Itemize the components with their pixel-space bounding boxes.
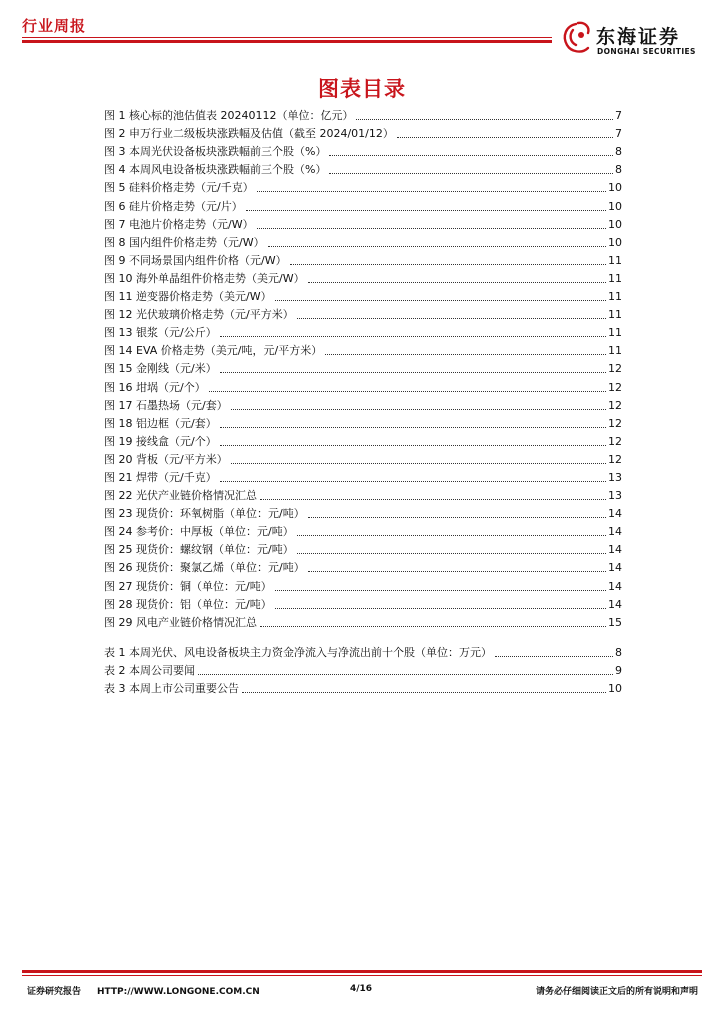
- toc-entry-label: 图 1 核心标的池估值表 20240112（单位：亿元）: [104, 109, 354, 123]
- toc-entry[interactable]: [104, 231, 622, 249]
- toc-entry[interactable]: [104, 394, 622, 412]
- footer-disclaimer: 请务必仔细阅读正文后的所有说明和声明: [535, 987, 698, 997]
- toc-entry-page: 10: [608, 235, 622, 249]
- table-of-figures: [104, 104, 622, 695]
- toc-leader-dots: [268, 236, 606, 247]
- toc-leader-dots: [297, 308, 606, 319]
- toc-entry-label: 图 28 现货价：铝（单位：元/吨）: [104, 597, 272, 611]
- toc-entry[interactable]: [104, 122, 622, 140]
- toc-entry-page: 14: [608, 579, 622, 593]
- toc-leader-dots: [220, 326, 606, 337]
- toc-leader-dots: [198, 664, 613, 675]
- toc-entry-label: 图 9 不同场景国内组件价格（元/W）: [104, 253, 287, 267]
- toc-leader-dots: [325, 344, 606, 355]
- toc-entry-label: 图 27 现货价：铜（单位：元/吨）: [104, 579, 272, 593]
- toc-entry[interactable]: [104, 466, 622, 484]
- toc-leader-dots: [329, 163, 613, 174]
- toc-entry-page: 12: [608, 398, 622, 412]
- toc-entry[interactable]: [104, 249, 622, 267]
- toc-entry-page: 14: [608, 543, 622, 557]
- toc-entry[interactable]: [104, 176, 622, 194]
- toc-leader-dots: [220, 417, 606, 428]
- toc-entry[interactable]: [104, 502, 622, 520]
- toc-entry-page: 11: [608, 271, 622, 285]
- footer-page-number: 4/16: [350, 984, 373, 994]
- toc-entry-label: 图 20 背板（元/平方米）: [104, 452, 228, 466]
- toc-leader-dots: [290, 254, 606, 265]
- toc-entry-page: 12: [608, 416, 622, 430]
- toc-entry-label: 图 29 风电产业链价格情况汇总: [104, 615, 257, 629]
- toc-entry-label: 图 16 坩埚（元/个）: [104, 380, 206, 394]
- toc-entry[interactable]: [104, 574, 622, 592]
- toc-entry[interactable]: [104, 448, 622, 466]
- toc-entry-label: 图 10 海外单晶组件价格走势（美元/W）: [104, 271, 305, 285]
- toc-entry-label: 图 4 本周风电设备板块涨跌幅前三个股（%）: [104, 163, 327, 177]
- toc-entry-page: 14: [608, 561, 622, 575]
- toc-entry-page: 14: [608, 525, 622, 539]
- toc-entry-label: 图 15 金刚线（元/米）: [104, 362, 217, 376]
- toc-leader-dots: [220, 471, 606, 482]
- toc-entry[interactable]: [104, 140, 622, 158]
- footer-rule-thin: [22, 975, 702, 976]
- toc-leader-dots: [275, 598, 606, 609]
- toc-entry-page: 8: [615, 163, 622, 177]
- toc-entry-page: 11: [608, 253, 622, 267]
- toc-entry-label: 图 6 硅片价格走势（元/片）: [104, 199, 243, 213]
- toc-entry[interactable]: [104, 375, 622, 393]
- toc-leader-dots: [495, 646, 613, 657]
- toc-entry-label: 图 24 参考价：中厚板（单位：元/吨）: [104, 525, 294, 539]
- toc-entry-label: 图 3 本周光伏设备板块涨跌幅前三个股（%）: [104, 145, 327, 159]
- toc-leader-dots: [329, 145, 613, 156]
- toc-entry-label: 图 21 焊带（元/千克）: [104, 470, 217, 484]
- footer-rule: [22, 970, 702, 973]
- toc-entry-page: 10: [608, 217, 622, 231]
- toc-entry[interactable]: [104, 484, 622, 502]
- toc-entry-label: 图 12 光伏玻璃价格走势（元/平方米）: [104, 308, 294, 322]
- toc-entry[interactable]: [104, 430, 622, 448]
- toc-leader-dots: [275, 290, 606, 301]
- toc-entry[interactable]: [104, 321, 622, 339]
- page-title: 图表目录: [318, 77, 406, 101]
- toc-entry-page: 12: [608, 452, 622, 466]
- toc-entry-page: 12: [608, 380, 622, 394]
- toc-entry-page: 13: [608, 470, 622, 484]
- footer-url-link[interactable]: HTTP://WWW.LONGONE.COM.CN: [97, 987, 260, 997]
- toc-entry-page: 8: [615, 145, 622, 159]
- toc-entry-label: 图 13 银浆（元/公斤）: [104, 326, 217, 340]
- toc-entry-page: 7: [615, 127, 622, 141]
- report-type-label: 行业周报: [22, 17, 87, 35]
- brand-name: 东海证券: [596, 26, 681, 48]
- toc-entry-page: 12: [608, 362, 622, 376]
- toc-entry-label: 图 25 现货价：螺纹钢（单位：元/吨）: [104, 543, 294, 557]
- toc-entry[interactable]: [104, 194, 622, 212]
- footer-report-label: 证券研究报告: [27, 987, 82, 997]
- toc-entry[interactable]: [104, 412, 622, 430]
- toc-entry[interactable]: [104, 556, 622, 574]
- toc-entry-label: 图 2 申万行业二级板块涨跌幅及估值（截至 2024/01/12）: [104, 127, 394, 141]
- toc-entry[interactable]: [104, 104, 622, 122]
- toc-entry-label: 图 8 国内组件价格走势（元/W）: [104, 235, 265, 249]
- toc-entry-label: 表 1 本周光伏、风电设备板块主力资金净流入与净流出前十个股（单位：万元）: [104, 645, 492, 659]
- toc-entry[interactable]: [104, 213, 622, 231]
- toc-entry[interactable]: [104, 538, 622, 556]
- figure-list: [104, 104, 622, 629]
- toc-entry[interactable]: [104, 267, 622, 285]
- toc-entry-label: 图 19 接线盒（元/个）: [104, 434, 217, 448]
- toc-entry[interactable]: [104, 339, 622, 357]
- toc-entry-page: 15: [608, 615, 622, 629]
- toc-entry-label: 图 22 光伏产业链价格情况汇总: [104, 489, 257, 503]
- toc-entry-label: 表 2 本周公司要闻: [104, 663, 195, 677]
- toc-entry-page: 10: [608, 199, 622, 213]
- header-rule: [22, 37, 552, 38]
- toc-entry-label: 图 26 现货价：聚氯乙烯（单位：元/吨）: [104, 561, 305, 575]
- toc-entry-page: 8: [615, 645, 622, 659]
- toc-entry-label: 图 23 现货价：环氧树脂（单位：元/吨）: [104, 507, 305, 521]
- toc-entry-page: 14: [608, 507, 622, 521]
- toc-leader-dots: [260, 616, 606, 627]
- toc-entry[interactable]: [104, 520, 622, 538]
- toc-entry-page: 11: [608, 290, 622, 304]
- toc-entry-page: 13: [608, 489, 622, 503]
- toc-entry-label: 图 11 逆变器价格走势（美元/W）: [104, 290, 272, 304]
- toc-leader-dots: [242, 682, 606, 693]
- toc-leader-dots: [297, 525, 606, 536]
- toc-entry[interactable]: [104, 659, 622, 677]
- toc-entry-page: 11: [608, 326, 622, 340]
- toc-leader-dots: [397, 127, 613, 138]
- table-list: [104, 641, 622, 695]
- toc-leader-dots: [231, 453, 606, 464]
- toc-entry-label: 图 14 EVA 价格走势（美元/吨，元/平方米）: [104, 344, 323, 358]
- toc-leader-dots: [231, 399, 606, 410]
- toc-entry[interactable]: [104, 303, 622, 321]
- brand-name-en: DONGHAI SECURITIES: [597, 47, 696, 56]
- toc-entry-label: 图 5 硅料价格走势（元/千克）: [104, 181, 254, 195]
- toc-entry-label: 图 7 电池片价格走势（元/W）: [104, 217, 254, 231]
- toc-entry-page: 10: [608, 682, 622, 695]
- toc-leader-dots: [356, 109, 613, 120]
- toc-entry[interactable]: [104, 641, 622, 659]
- toc-entry-page: 11: [608, 344, 622, 358]
- toc-entry[interactable]: [104, 357, 622, 375]
- toc-entry-label: 表 3 本周上市公司重要公告: [104, 682, 239, 695]
- toc-entry-page: 11: [608, 308, 622, 322]
- toc-entry[interactable]: [104, 158, 622, 176]
- toc-entry-page: 7: [615, 109, 622, 123]
- toc-leader-dots: [209, 381, 606, 392]
- toc-leader-dots: [308, 507, 606, 518]
- toc-leader-dots: [257, 181, 606, 192]
- toc-leader-dots: [257, 218, 606, 229]
- toc-entry[interactable]: [104, 285, 622, 303]
- toc-leader-dots: [260, 489, 606, 500]
- toc-leader-dots: [308, 561, 606, 572]
- toc-leader-dots: [275, 580, 606, 591]
- toc-leader-dots: [220, 435, 606, 446]
- toc-entry-page: 10: [608, 181, 622, 195]
- toc-entry-label: 图 18 铝边框（元/套）: [104, 416, 217, 430]
- toc-entry-page: 9: [615, 663, 622, 677]
- toc-entry-page: 14: [608, 597, 622, 611]
- toc-entry-label: 图 17 石墨热场（元/套）: [104, 398, 228, 412]
- toc-entry[interactable]: [104, 677, 622, 695]
- header-rule-thick: [22, 40, 552, 43]
- toc-entry[interactable]: [104, 611, 622, 629]
- toc-leader-dots: [297, 543, 606, 554]
- toc-entry-page: 12: [608, 434, 622, 448]
- toc-leader-dots: [220, 362, 606, 373]
- footer-left: [27, 984, 276, 997]
- toc-entry[interactable]: [104, 593, 622, 611]
- toc-leader-dots: [246, 200, 606, 211]
- toc-leader-dots: [308, 272, 606, 283]
- list-gap: [104, 629, 622, 641]
